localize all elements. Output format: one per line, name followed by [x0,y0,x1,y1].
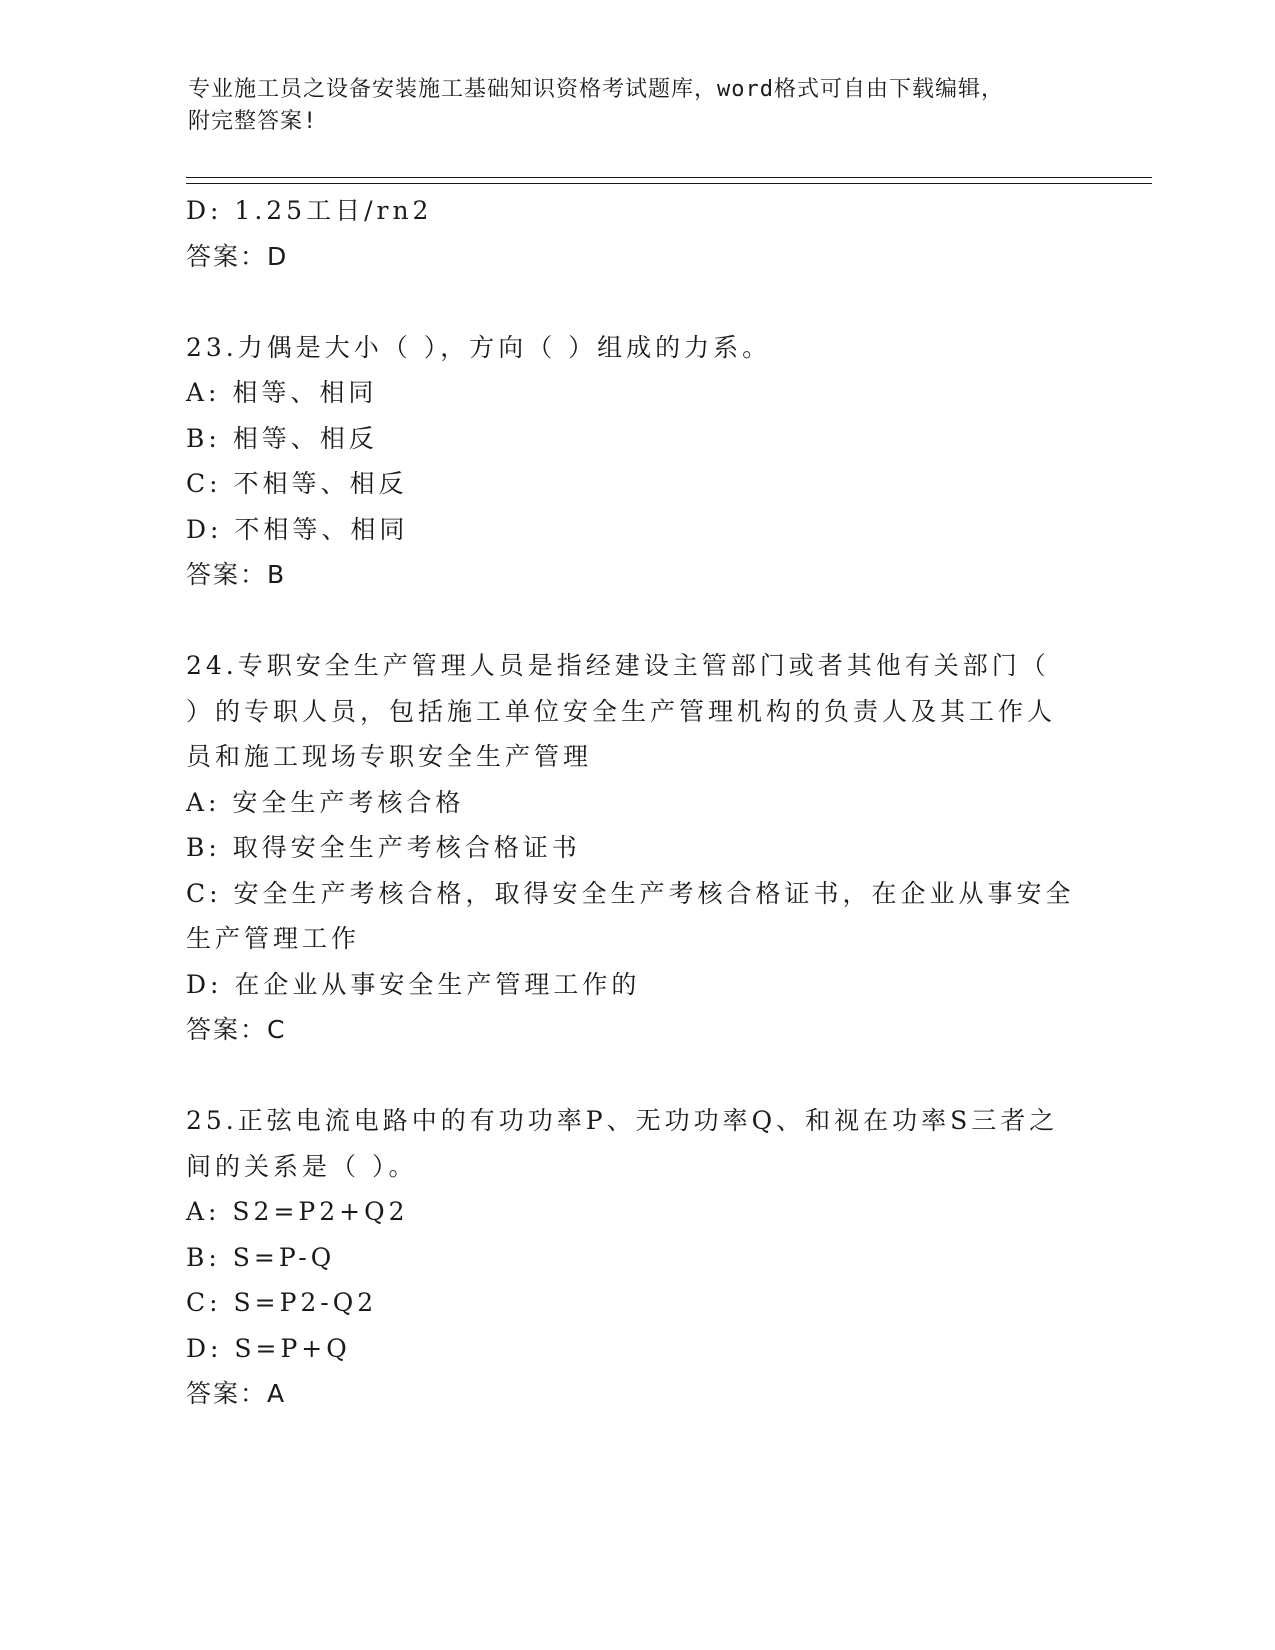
option-c-continued: 生产管理工作 [186,924,361,953]
spacer [186,598,1086,644]
header-rule-top [186,177,1152,178]
question-text: 员和施工现场专职安全生产管理 [186,742,593,771]
question-23 [186,325,1086,598]
option-c: C: 安全生产考核合格，取得安全生产考核合格证书，在企业从事安全 [186,878,1075,908]
option-a: A: 安全生产考核合格 [186,787,465,817]
header-title-line-2: 附完整答案! [188,109,318,134]
answer-line: 答案：C [186,1015,287,1044]
option-c: C: 不相等、相反 [186,469,408,498]
option-b: B: 相等、相反 [186,423,378,453]
option-d: D: 不相等、相同 [186,514,409,544]
spacer [186,279,1086,325]
option-c: C: S=P2-Q2 [186,1288,378,1317]
option-d: D: S=P+Q [186,1333,351,1363]
option-d: D: 在企业从事安全生产管理工作的 [186,969,641,999]
document-header [188,74,1088,138]
question-content [186,188,1086,1417]
question-text: 25.正弦电流电路中的有功功率P、无功功率Q、和视在功率S三者之 [186,1106,1059,1135]
answer-line: 答案：D [186,241,289,271]
answer-line: 答案：A [186,1379,287,1408]
header-rule-bottom [186,183,1152,184]
option-a: A: 相等、相同 [186,378,378,407]
question-text: 间的关系是（ ）。 [186,1151,418,1181]
question-24 [186,643,1086,1053]
option-a: A: S2=P2+Q2 [186,1197,409,1226]
header-title-line-1: 专业施工员之设备安装施工基础知识资格考试题库，word格式可自由下载编辑， [188,77,1004,102]
spacer [186,1053,1086,1099]
option-d: D: 1.25工日/rn2 [186,196,433,225]
question-25 [186,1098,1086,1417]
option-b: B: S=P-Q [186,1242,336,1272]
question-text: 24.专职安全生产管理人员是指经建设主管部门或者其他有关部门（ [186,651,1050,680]
answer-line: 答案：B [186,560,287,589]
option-b: B: 取得安全生产考核合格证书 [186,833,581,862]
question-text: ）的专职人员，包括施工单位安全生产管理机构的负责人及其工作人 [186,696,1057,726]
previous-question-tail [186,188,1086,279]
question-text: 23.力偶是大小（ ），方向（ ）组成的力系。 [186,332,772,362]
